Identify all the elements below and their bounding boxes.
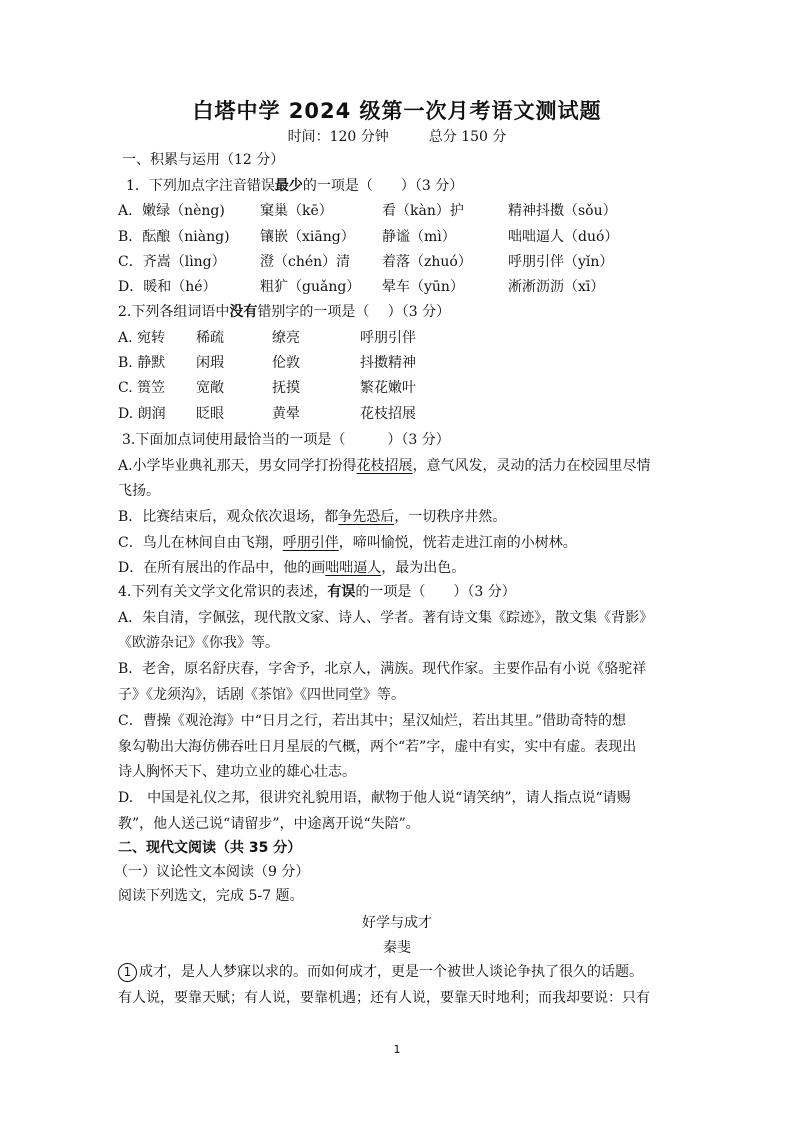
option-cell: 抖擞精神 [360, 355, 416, 371]
option-row [118, 404, 678, 426]
option-cell: A．嫩绿（nèng) [118, 203, 225, 219]
option-cell: B．酝酿（niàng) [118, 229, 230, 245]
option-cell: 咄咄逼人（duó） [508, 229, 619, 245]
option-cell: 宽敞 [196, 380, 224, 396]
option-row [118, 328, 678, 350]
option-row [118, 378, 678, 400]
section-1-heading: 一、积累与运用（12 分） [122, 152, 285, 168]
option-row [118, 201, 678, 223]
option-cell: 花枝招展 [360, 406, 416, 422]
option-cell: 看（kàn）护 [382, 203, 464, 219]
option-cell: 黄晕 [272, 406, 300, 422]
option-row [118, 227, 678, 249]
page-number: 1 [393, 1043, 401, 1056]
essay-author: 秦斐 [383, 940, 411, 956]
option-cell: 繁花嫩叶 [360, 380, 416, 396]
option-cell: 抚摸 [272, 380, 300, 396]
option-cell: C. 篑笠 [118, 380, 166, 396]
option-cell: 精神抖擞（sǒu） [508, 203, 617, 219]
option-cell: 着落（zhuó） [382, 254, 472, 270]
option-cell: 呼朋引伴（yǐn） [508, 254, 614, 270]
option-cell: 稀疏 [196, 330, 224, 346]
question-4-line: D. 中国是礼仪之邦，很讲究礼貌用语，献物于他人说“请笑纳”，请人指点说“请赐 [118, 790, 631, 806]
option-cell: 澄（chén）清 [260, 254, 351, 270]
exam-total-score: 总分 150 分 [428, 129, 507, 145]
question-3-stem: 3.下面加点词使用最恰当的一项是（ ）（3 分） [122, 432, 450, 448]
question-4-line: C．曹操《观沧海》中“日月之行，若出其中；星汉灿烂，若出其里。”借助奇特的想 [118, 713, 627, 729]
exam-subtitle [0, 126, 794, 146]
reading-instruction: 阅读下列选文，完成 5-7 题。 [118, 888, 304, 904]
question-4-line: B．老舍，原名舒庆春，字舍予，北京人，满族。现代作家。主要作品有小说《骆驼祥 [118, 661, 647, 677]
option-cell: 粗犷（guǎng） [260, 279, 361, 295]
question-4-line: 《欧游杂记》《你我》等。 [118, 635, 279, 651]
exam-title: 白塔中学 2024 级第一次月考语文测试题 [192, 99, 602, 123]
question-3-option-b: B．比赛结束后，观众依次退场，都争先恐后，一切秩序井然。 [118, 509, 507, 525]
essay-paragraph-1: 1 成才，是人人梦寐以求的。而如何成才，更是一个被世人谈论争执了很久的话题。 [118, 962, 643, 982]
option-cell: 窠巢（kē） [260, 203, 333, 219]
question-3-option-d: D．在所有展出的作品中，他的画咄咄逼人，最为出色。 [118, 560, 466, 576]
option-cell: 缭亮 [272, 330, 300, 346]
option-cell: 静谧（mì） [382, 229, 456, 245]
option-cell: 闲瑕 [196, 355, 224, 371]
option-cell: 晕车（yūn） [382, 279, 464, 295]
option-row [118, 252, 678, 274]
option-cell: 镶嵌（xiāng） [260, 229, 355, 245]
paragraph-number: 1 [118, 963, 137, 982]
essay-title: 好学与成才 [362, 915, 432, 931]
essay-paragraph-1-cont: 有人说，要靠天赋；有人说，要靠机遇；还有人说，要靠天时地利；而我却要说：只有 [118, 990, 650, 1006]
option-cell: D. 朗润 [118, 406, 166, 422]
option-cell: 淅淅沥沥（xī） [508, 279, 605, 295]
exam-time: 时间：120 分钟 [287, 129, 389, 145]
question-2-stem: 2.下列各组词语中没有错别字的一项是（ ）（3 分） [118, 304, 451, 320]
question-4-stem: 4.下列有关文学文化常识的表述，有误的一项是（ ）（3 分） [118, 584, 516, 600]
option-cell: A. 宛转 [118, 330, 166, 346]
option-cell: 呼朋引伴 [360, 330, 416, 346]
section-2-heading: 二、现代文阅读（共 35 分） [118, 840, 302, 856]
option-row [118, 353, 678, 375]
question-4-line: 子》《龙须沟》，话剧《茶馆》《四世同堂》等。 [118, 687, 405, 703]
question-3-option-a-cont: 飞扬。 [118, 483, 160, 499]
question-3-option-c: C．鸟儿在林间自由飞翔，呼朋引伴，啼叫愉悦，恍若走进江南的小树林。 [118, 535, 577, 551]
option-cell: B. 静默 [118, 355, 166, 371]
option-cell: C．齐嵩（lìng） [118, 254, 226, 270]
option-row [118, 277, 678, 299]
option-cell: 伦敦 [272, 355, 300, 371]
option-cell: D．暖和（hé） [118, 279, 217, 295]
option-cell: 眨眼 [196, 406, 224, 422]
question-4-line: 诗人胸怀天下、建功立业的雄心壮志。 [118, 764, 356, 780]
question-1-stem: 1．下列加点字注音错误最少的一项是（ ）（3 分） [126, 178, 464, 194]
question-4-line: 教”，他人送己说“请留步”，中途离开说“失陪”。 [118, 816, 420, 832]
question-3-option-a: A.小学毕业典礼那天，男女同学打扮得花枝招展，意气风发，灵动的活力在校园里尽情 [118, 458, 651, 474]
question-4-line: A．朱自清，字佩弦，现代散文家、诗人、学者。著有诗文集《踪迹》，散文集《背影》 [118, 610, 654, 626]
part-1-heading: （一）议论性文本阅读（9 分） [114, 864, 310, 880]
question-4-line: 象勾勒出大海仿佛吞吐日月星辰的气概，两个“若”字，虚中有实，实中有虚。表现出 [118, 739, 637, 755]
